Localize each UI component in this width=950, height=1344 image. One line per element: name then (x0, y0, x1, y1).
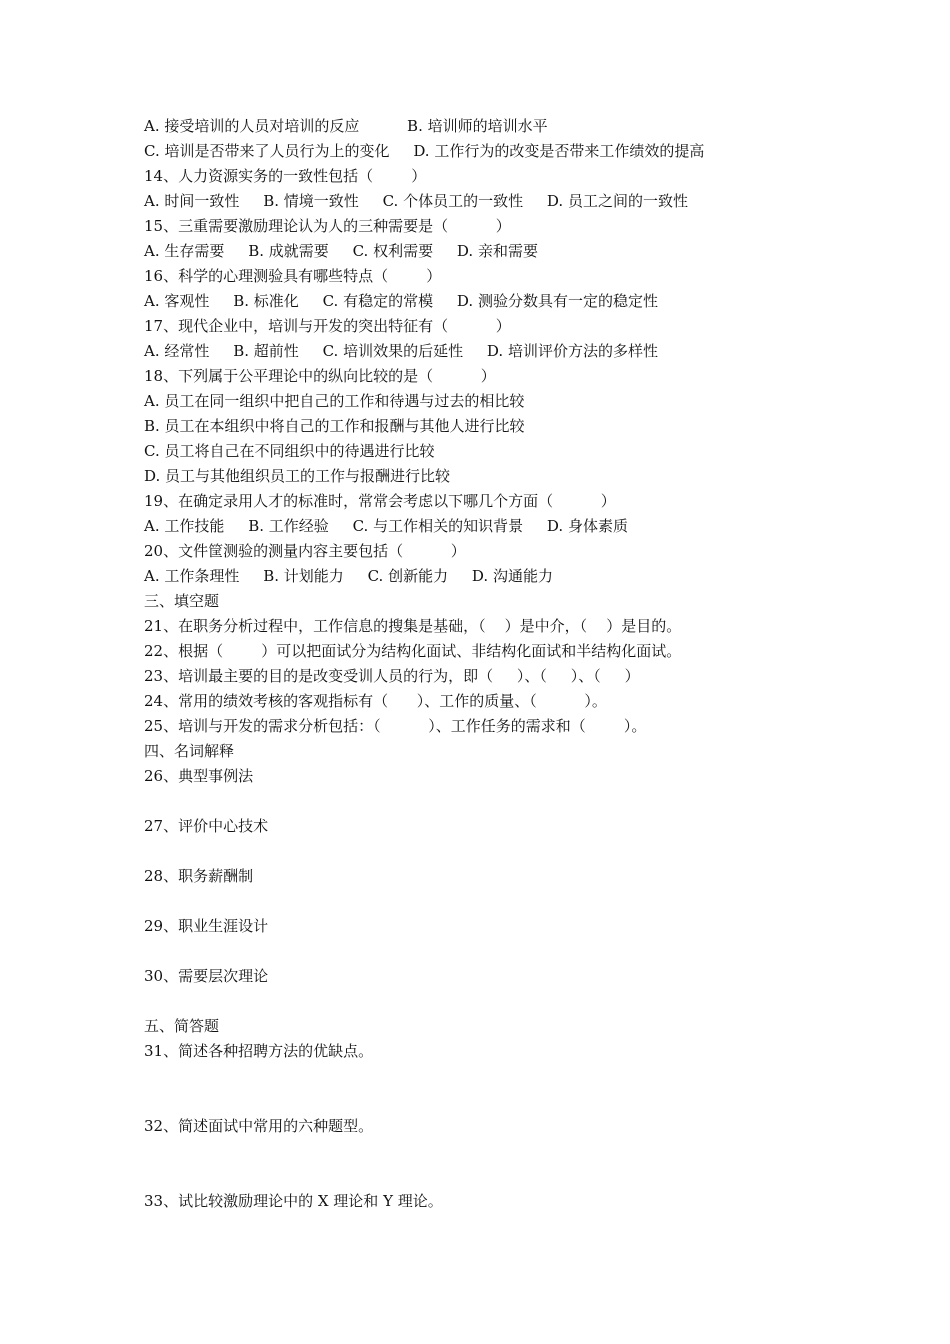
section-heading-short-answer: 五、简答题 (144, 1017, 220, 1035)
question-29: 29、职业生涯设计 (144, 917, 269, 935)
question-14: 14、人力资源实务的一致性包括（ ） (144, 167, 427, 185)
question-31: 31、简述各种招聘方法的优缺点。 (144, 1042, 374, 1060)
question-19: 19、在确定录用人才的标准时，常常会考虑以下哪几个方面（ ） (144, 492, 616, 510)
option-line-13cd: C. 培训是否带来了人员行为上的变化 D. 工作行为的改变是否带来工作绩效的提高 (144, 142, 705, 160)
question-18: 18、下列属于公平理论中的纵向比较的是（ ） (144, 367, 496, 385)
option-18a: A. 员工在同一组织中把自己的工作和待遇与过去的相比较 (144, 392, 525, 410)
option-18d: D. 员工与其他组织员工的工作与报酬进行比较 (144, 467, 451, 485)
question-27: 27、评价中心技术 (144, 817, 269, 835)
question-15: 15、三重需要激励理论认为人的三种需要是（ ） (144, 217, 511, 235)
option-18c: C. 员工将自己在不同组织中的待遇进行比较 (144, 442, 435, 460)
options-16: A. 客观性 B. 标准化 C. 有稳定的常模 D. 测验分数具有一定的稳定性 (144, 292, 658, 310)
options-14: A. 时间一致性 B. 情境一致性 C. 个体员工的一致性 D. 员工之间的一致性 (144, 192, 688, 210)
question-30: 30、需要层次理论 (144, 967, 269, 985)
document-page (144, 114, 804, 1214)
options-20: A. 工作条理性 B. 计划能力 C. 创新能力 D. 沟通能力 (144, 567, 553, 585)
options-15: A. 生存需要 B. 成就需要 C. 权利需要 D. 亲和需要 (144, 242, 538, 260)
question-33: 33、试比较激励理论中的 X 理论和 Y 理论。 (144, 1192, 443, 1210)
question-21: 21、在职务分析过程中，工作信息的搜集是基础，（ ）是中介，（ ）是目的。 (144, 617, 682, 635)
option-line-13ab: A. 接受培训的人员对培训的反应 B. 培训师的培训水平 (144, 117, 548, 135)
question-22: 22、根据（ ）可以把面试分为结构化面试、非结构化面试和半结构化面试。 (144, 642, 682, 660)
question-25: 25、培训与开发的需求分析包括：（ ）、工作任务的需求和（ ）。 (144, 717, 647, 735)
option-18b: B. 员工在本组织中将自己的工作和报酬与其他人进行比较 (144, 417, 525, 435)
question-17: 17、现代企业中，培训与开发的突出特征有（ ） (144, 317, 511, 335)
section-heading-terms: 四、名词解释 (144, 742, 235, 760)
options-19: A. 工作技能 B. 工作经验 C. 与工作相关的知识背景 D. 身体素质 (144, 517, 628, 535)
options-17: A. 经常性 B. 超前性 C. 培训效果的后延性 D. 培训评价方法的多样性 (144, 342, 658, 360)
section-heading-fill-in: 三、填空题 (144, 592, 220, 610)
question-24: 24、常用的绩效考核的客观指标有（ ）、工作的质量、（ ）。 (144, 692, 607, 710)
question-26: 26、典型事例法 (144, 767, 254, 785)
question-28: 28、职务薪酬制 (144, 867, 254, 885)
question-32: 32、简述面试中常用的六种题型。 (144, 1117, 374, 1135)
question-23: 23、培训最主要的目的是改变受训人员的行为，即（ ）、（ ）、（ ） (144, 667, 640, 685)
question-20: 20、文件筐测验的测量内容主要包括（ ） (144, 542, 466, 560)
question-16: 16、科学的心理测验具有哪些特点（ ） (144, 267, 442, 285)
